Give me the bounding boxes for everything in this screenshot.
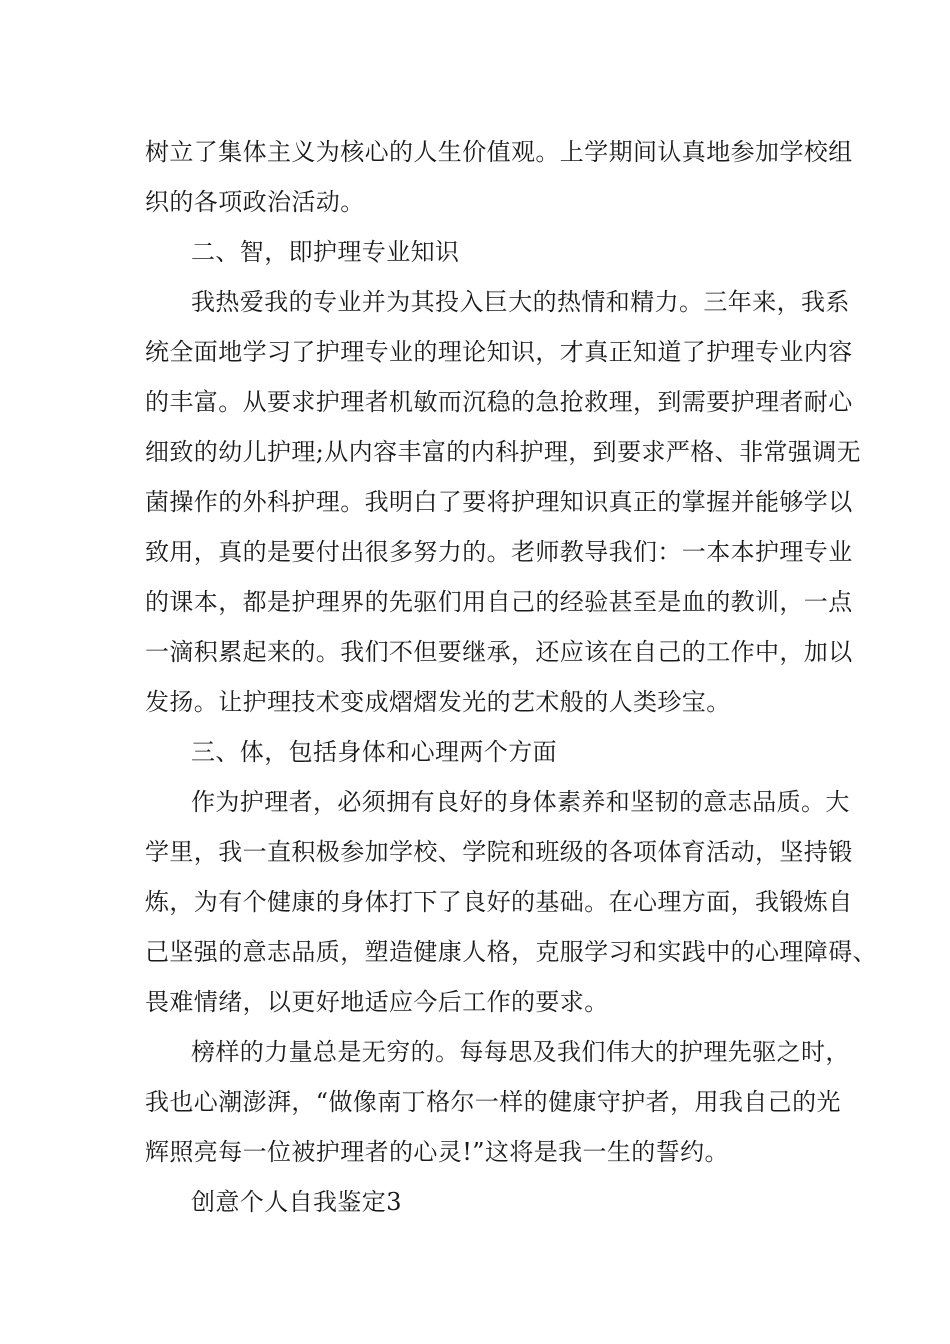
section-heading: 三、体，包括身体和心理两个方面: [191, 738, 557, 766]
text-line: 树立了集体主义为核心的人生价值观。上学期间认真地参加学校组: [145, 138, 853, 166]
text-line: 致用，真的是要付出很多努力的。老师教导我们：一本本护理专业: [145, 538, 853, 566]
text-line: 我也心潮澎湃，“做像南丁格尔一样的健康守护者，用我自己的光: [145, 1088, 841, 1116]
text-line: 织的各项政治活动。: [145, 188, 365, 216]
document-subtitle: 创意个人自我鉴定3: [191, 1188, 402, 1216]
text-line: 发扬。让护理技术变成熠熠发光的艺术般的人类珍宝。: [145, 688, 731, 716]
text-line: 菌操作的外科护理。我明白了要将护理知识真正的掌握并能够学以: [145, 488, 853, 516]
text-line: 细致的幼儿护理;从内容丰富的内科护理，到要求严格、非常强调无: [145, 438, 862, 466]
text-line: 榜样的力量总是无穷的。每每思及我们伟大的护理先驱之时，: [191, 1038, 850, 1066]
text-line: 一滴积累起来的。我们不但要继承，还应该在自己的工作中，加以: [145, 638, 853, 666]
text-line: 学里，我一直积极参加学校、学院和班级的各项体育活动，坚持锻: [145, 838, 853, 866]
text-line: 畏难情绪，以更好地适应今后工作的要求。: [145, 988, 609, 1016]
section-heading: 二、智，即护理专业知识: [191, 238, 460, 266]
text-line: 的丰富。从要求护理者机敏而沉稳的急抢救理，到需要护理者耐心: [145, 388, 853, 416]
text-line: 的课本，都是护理界的先驱们用自己的经验甚至是血的教训，一点: [145, 588, 853, 616]
text-line: 己坚强的意志品质，塑造健康人格，克服学习和实践中的心理障碍、: [145, 938, 877, 966]
text-line: 辉照亮每一位被护理者的心灵!”这将是我一生的誓约。: [145, 1138, 729, 1166]
text-line: 炼，为有个健康的身体打下了良好的基础。在心理方面，我锻炼自: [145, 888, 853, 916]
text-line: 作为护理者，必须拥有良好的身体素养和坚韧的意志品质。大: [191, 788, 850, 816]
text-line: 我热爱我的专业并为其投入巨大的热情和精力。三年来，我系: [191, 288, 850, 316]
text-line: 统全面地学习了护理专业的理论知识，才真正知道了护理专业内容: [145, 338, 853, 366]
